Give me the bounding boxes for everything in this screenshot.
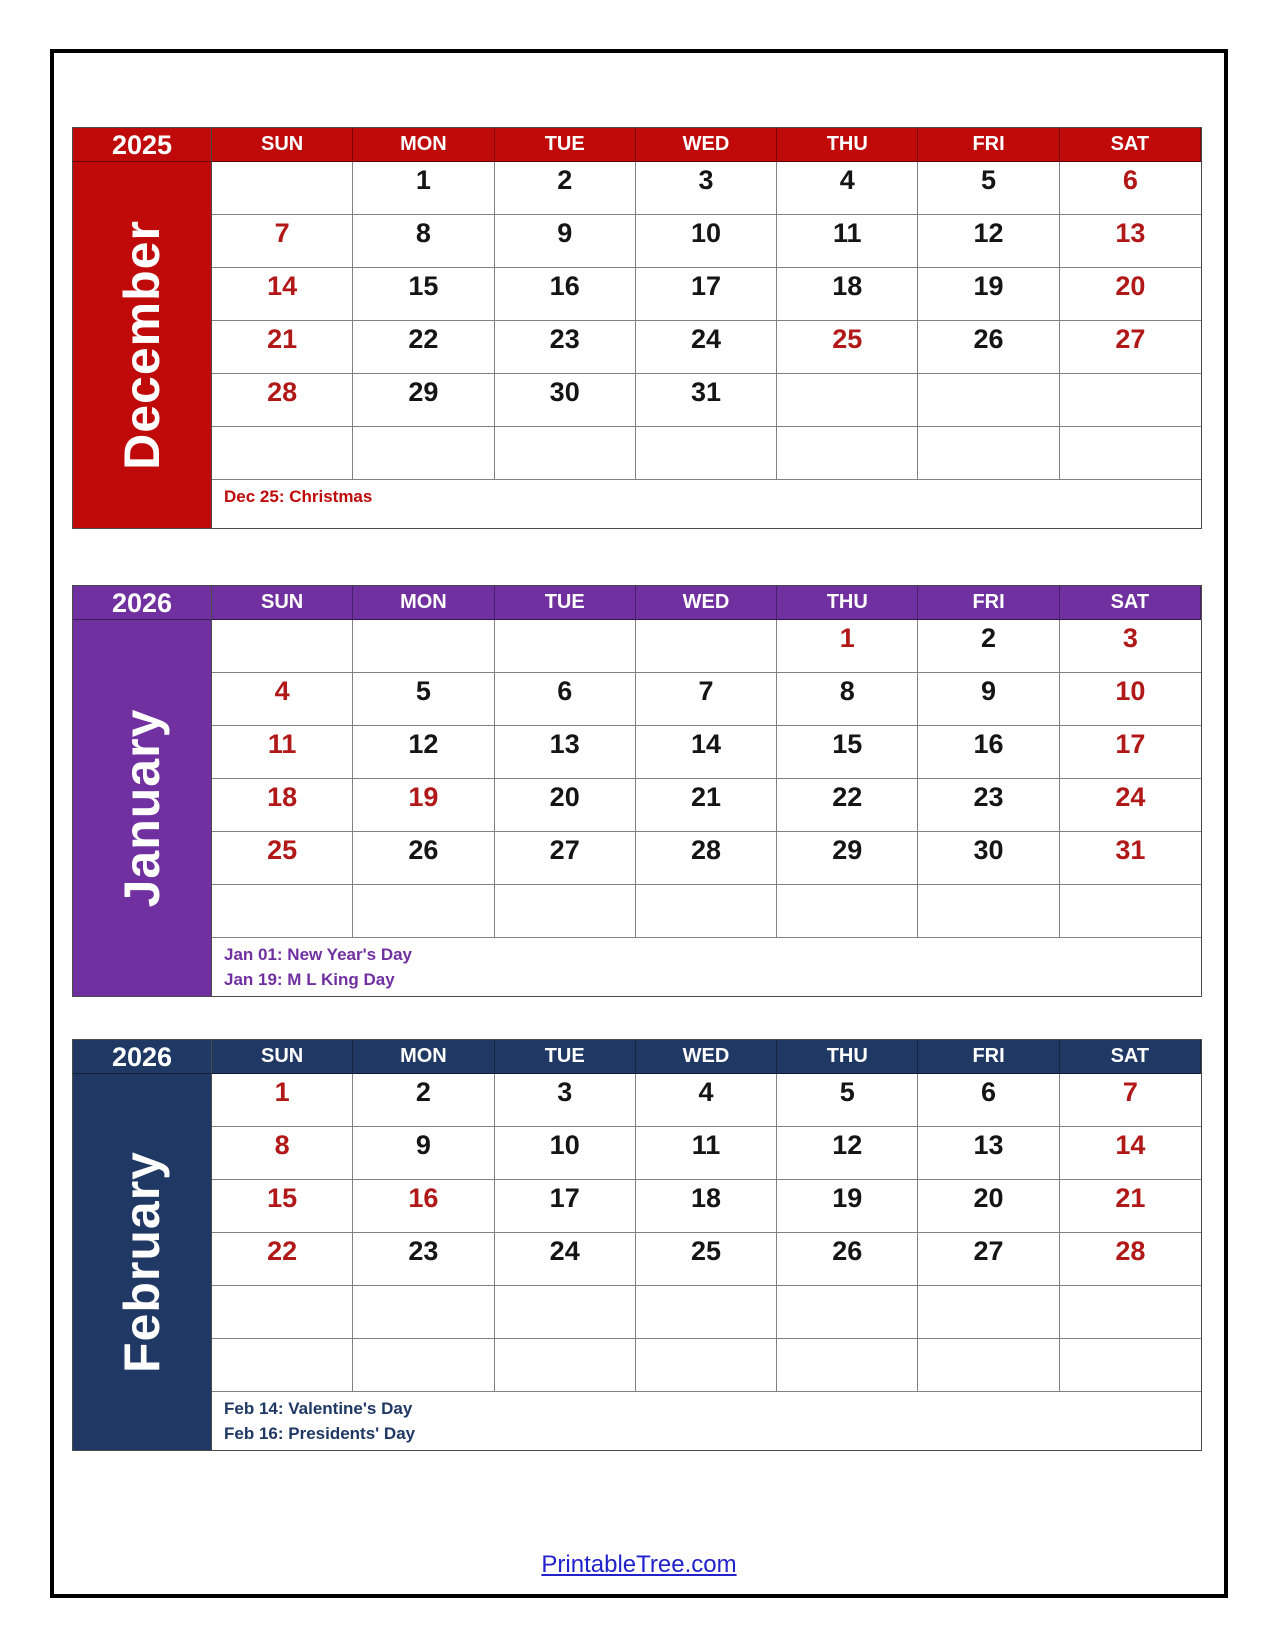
day-cell-19: 19 (918, 268, 1059, 321)
day-cell-empty (777, 885, 918, 938)
day-cell-5: 5 (918, 162, 1059, 215)
day-cell-empty (777, 1286, 918, 1339)
day-cell-20: 20 (495, 779, 636, 832)
day-header-thu: THU (777, 128, 918, 162)
day-cell-20: 20 (1060, 268, 1201, 321)
day-cell-8: 8 (212, 1127, 353, 1180)
day-header-fri: FRI (918, 128, 1059, 162)
day-cell-6: 6 (918, 1074, 1059, 1127)
day-cell-12: 12 (918, 215, 1059, 268)
month-name (73, 1074, 211, 1450)
day-cell-29: 29 (353, 374, 494, 427)
day-cell-2: 2 (918, 620, 1059, 673)
month-sidebar (73, 128, 212, 528)
day-cell-empty (777, 427, 918, 480)
day-cell-4: 4 (777, 162, 918, 215)
day-cell-28: 28 (636, 832, 777, 885)
day-cell-18: 18 (777, 268, 918, 321)
day-cell-25: 25 (636, 1233, 777, 1286)
day-cell-11: 11 (777, 215, 918, 268)
day-cell-3: 3 (495, 1074, 636, 1127)
day-cell-empty (212, 1339, 353, 1392)
day-cell-empty (918, 427, 1059, 480)
day-cell-21: 21 (1060, 1180, 1201, 1233)
day-cell-23: 23 (353, 1233, 494, 1286)
holiday-notes (212, 938, 1201, 996)
day-cell-1: 1 (212, 1074, 353, 1127)
day-header-wed: WED (636, 128, 777, 162)
day-cell-empty (1060, 1339, 1201, 1392)
day-cell-26: 26 (918, 321, 1059, 374)
day-cell-17: 17 (1060, 726, 1201, 779)
day-cell-30: 30 (495, 374, 636, 427)
day-cell-7: 7 (636, 673, 777, 726)
day-cell-1: 1 (353, 162, 494, 215)
month-february-2026 (72, 1039, 1202, 1451)
day-cell-empty (495, 885, 636, 938)
day-cell-23: 23 (918, 779, 1059, 832)
day-cell-16: 16 (353, 1180, 494, 1233)
day-cell-9: 9 (495, 215, 636, 268)
day-cell-empty (1060, 374, 1201, 427)
day-cell-6: 6 (1060, 162, 1201, 215)
holiday-note: Jan 01: New Year's Day (224, 945, 413, 964)
day-header-tue: TUE (495, 586, 636, 620)
day-cell-26: 26 (353, 832, 494, 885)
day-header-mon: MON (353, 1040, 494, 1074)
day-header-mon: MON (353, 128, 494, 162)
day-cell-empty (777, 374, 918, 427)
day-cell-empty (495, 427, 636, 480)
day-cell-27: 27 (1060, 321, 1201, 374)
day-cell-22: 22 (777, 779, 918, 832)
day-cell-empty (1060, 885, 1201, 938)
day-cell-13: 13 (1060, 215, 1201, 268)
day-cell-empty (353, 1339, 494, 1392)
day-cell-13: 13 (918, 1127, 1059, 1180)
day-header-sat: SAT (1060, 1040, 1201, 1074)
day-cell-empty (212, 620, 353, 673)
day-cell-21: 21 (636, 779, 777, 832)
day-cell-3: 3 (1060, 620, 1201, 673)
day-cell-14: 14 (212, 268, 353, 321)
day-cell-12: 12 (777, 1127, 918, 1180)
day-cell-empty (636, 427, 777, 480)
day-header-fri: FRI (918, 1040, 1059, 1074)
day-header-wed: WED (636, 1040, 777, 1074)
month-grid (212, 586, 1201, 996)
day-cell-27: 27 (495, 832, 636, 885)
day-cell-empty (212, 162, 353, 215)
day-cell-empty (1060, 1286, 1201, 1339)
day-header-tue: TUE (495, 128, 636, 162)
day-cell-empty (1060, 427, 1201, 480)
day-cell-empty (212, 885, 353, 938)
day-cell-26: 26 (777, 1233, 918, 1286)
day-cell-5: 5 (777, 1074, 918, 1127)
day-cell-22: 22 (353, 321, 494, 374)
month-grid (212, 128, 1201, 528)
day-cell-24: 24 (495, 1233, 636, 1286)
day-cell-empty (636, 620, 777, 673)
day-cell-empty (918, 1286, 1059, 1339)
day-cell-empty (495, 1339, 636, 1392)
day-cell-29: 29 (777, 832, 918, 885)
day-cell-8: 8 (777, 673, 918, 726)
day-cell-empty (353, 620, 494, 673)
day-cell-2: 2 (353, 1074, 494, 1127)
day-header-sun: SUN (212, 128, 353, 162)
day-cell-20: 20 (918, 1180, 1059, 1233)
day-cell-14: 14 (1060, 1127, 1201, 1180)
day-cell-empty (918, 374, 1059, 427)
day-cell-15: 15 (777, 726, 918, 779)
day-cell-10: 10 (1060, 673, 1201, 726)
day-cell-empty (636, 1286, 777, 1339)
day-cell-empty (636, 1339, 777, 1392)
day-cell-6: 6 (495, 673, 636, 726)
day-header-thu: THU (777, 586, 918, 620)
day-header-thu: THU (777, 1040, 918, 1074)
day-cell-17: 17 (495, 1180, 636, 1233)
day-cell-10: 10 (495, 1127, 636, 1180)
day-cell-31: 31 (1060, 832, 1201, 885)
month-january-2026 (72, 585, 1202, 997)
day-cell-empty (636, 885, 777, 938)
day-cell-18: 18 (636, 1180, 777, 1233)
day-header-sun: SUN (212, 1040, 353, 1074)
day-cell-7: 7 (212, 215, 353, 268)
day-cell-10: 10 (636, 215, 777, 268)
day-cell-22: 22 (212, 1233, 353, 1286)
month-sidebar (73, 586, 212, 996)
day-cell-9: 9 (918, 673, 1059, 726)
day-cell-16: 16 (918, 726, 1059, 779)
day-cell-16: 16 (495, 268, 636, 321)
page-frame (50, 49, 1228, 1598)
day-cell-18: 18 (212, 779, 353, 832)
day-cell-28: 28 (212, 374, 353, 427)
holiday-note: Feb 14: Valentine's Day (224, 1399, 413, 1418)
day-header-tue: TUE (495, 1040, 636, 1074)
day-cell-24: 24 (1060, 779, 1201, 832)
holiday-note: Dec 25: Christmas (224, 487, 373, 506)
day-cell-17: 17 (636, 268, 777, 321)
day-header-sat: SAT (1060, 128, 1201, 162)
holiday-notes (212, 1392, 1201, 1450)
day-cell-19: 19 (777, 1180, 918, 1233)
day-header-wed: WED (636, 586, 777, 620)
month-name-label: January (114, 708, 170, 908)
day-cell-15: 15 (212, 1180, 353, 1233)
day-cell-13: 13 (495, 726, 636, 779)
day-cell-4: 4 (212, 673, 353, 726)
day-header-sat: SAT (1060, 586, 1201, 620)
holiday-note: Jan 19: M L King Day (224, 969, 395, 989)
day-cell-27: 27 (918, 1233, 1059, 1286)
day-header-sun: SUN (212, 586, 353, 620)
month-name (73, 162, 211, 528)
day-cell-14: 14 (636, 726, 777, 779)
month-december-2025 (72, 127, 1202, 529)
month-name (73, 620, 211, 996)
day-cell-15: 15 (353, 268, 494, 321)
day-cell-empty (918, 1339, 1059, 1392)
day-cell-empty (212, 1286, 353, 1339)
day-cell-3: 3 (636, 162, 777, 215)
day-cell-8: 8 (353, 215, 494, 268)
year-label: 2025 (73, 128, 211, 162)
day-header-fri: FRI (918, 586, 1059, 620)
day-cell-30: 30 (918, 832, 1059, 885)
day-cell-25: 25 (777, 321, 918, 374)
day-cell-23: 23 (495, 321, 636, 374)
footer-link[interactable]: PrintableTree.com (541, 1551, 737, 1578)
month-name-label: December (114, 220, 170, 470)
day-header-mon: MON (353, 586, 494, 620)
day-cell-24: 24 (636, 321, 777, 374)
day-cell-11: 11 (636, 1127, 777, 1180)
day-cell-21: 21 (212, 321, 353, 374)
day-cell-4: 4 (636, 1074, 777, 1127)
day-cell-31: 31 (636, 374, 777, 427)
day-cell-25: 25 (212, 832, 353, 885)
month-sidebar (73, 1040, 212, 1450)
day-cell-empty (918, 885, 1059, 938)
month-grid (212, 1040, 1201, 1450)
day-cell-12: 12 (353, 726, 494, 779)
day-cell-1: 1 (777, 620, 918, 673)
month-name-label: February (114, 1151, 170, 1374)
day-cell-empty (353, 427, 494, 480)
day-cell-19: 19 (353, 779, 494, 832)
day-cell-empty (353, 1286, 494, 1339)
day-cell-28: 28 (1060, 1233, 1201, 1286)
day-cell-2: 2 (495, 162, 636, 215)
holiday-note: Feb 16: Presidents' Day (224, 1423, 416, 1443)
day-cell-7: 7 (1060, 1074, 1201, 1127)
day-cell-empty (353, 885, 494, 938)
day-cell-empty (495, 1286, 636, 1339)
day-cell-9: 9 (353, 1127, 494, 1180)
year-label: 2026 (73, 586, 211, 620)
day-cell-5: 5 (353, 673, 494, 726)
day-cell-empty (777, 1339, 918, 1392)
day-cell-empty (495, 620, 636, 673)
holiday-notes (212, 480, 1201, 528)
day-cell-empty (212, 427, 353, 480)
year-label: 2026 (73, 1040, 211, 1074)
day-cell-11: 11 (212, 726, 353, 779)
